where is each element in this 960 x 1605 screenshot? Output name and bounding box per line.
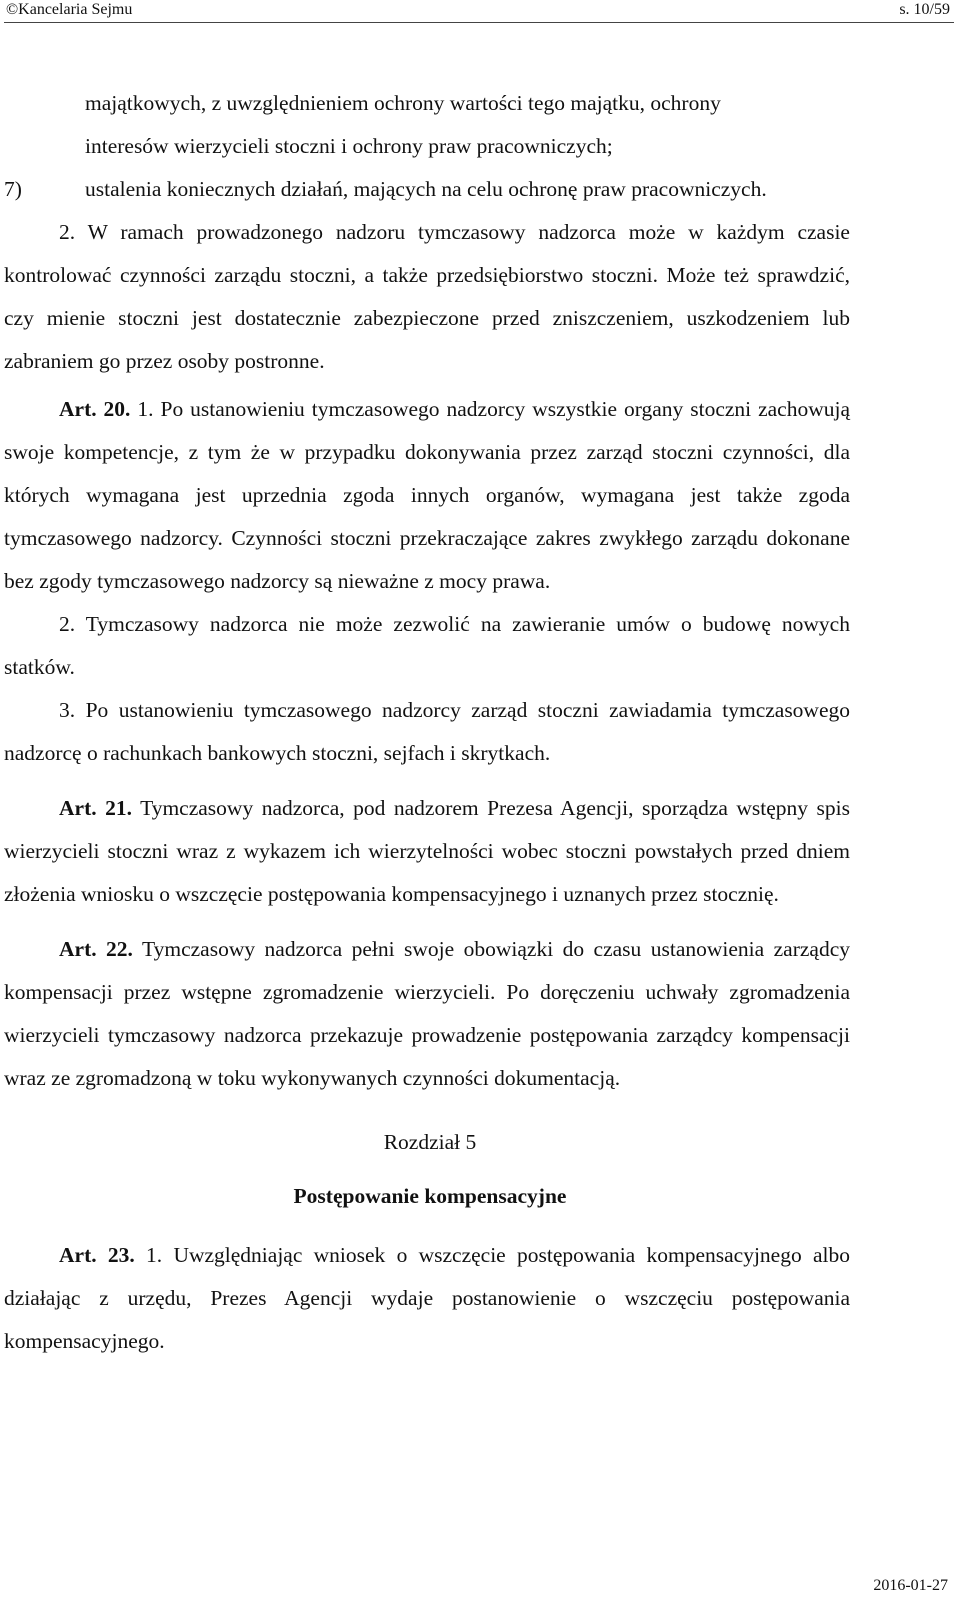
paragraph-text [4,1234,850,1363]
paragraph-text [4,603,850,689]
list-item-number: 7) [4,177,22,201]
list-item-continuation [0,82,960,168]
document-body [0,82,960,1363]
paragraph-art19-2 [0,211,960,383]
paragraph-number: 1. [146,1243,163,1267]
page-number: s. 10/59 [899,1,950,18]
paragraph-body: Uwzględniając wniosek o wszczęcie postępowania kompensacyjnego albo działając z urzędu, Prezes Agencji wydaje postanowienie o wszczęciu postępowania kompensacyjnego. [4,1243,851,1353]
paragraph-body: Tymczasowy nadzorca nie może zezwolić na zawieranie umów o budowę nowych statków. [4,612,850,679]
paragraph-number: 2. [59,612,76,636]
paragraph-text [4,388,850,603]
paragraph-text [4,928,850,1100]
paragraph-text [4,689,850,775]
list-item-text: ustalenia koniecznych działań, mających na celu ochronę praw pracowniczych. [85,177,767,201]
article-23 [0,1234,960,1363]
paragraph-body: Tymczasowy nadzorca pełni swoje obowiązki do czasu ustanowienia zarządcy kompensacji przez wstępne zgromadzenie wierzycieli. Po doręczeniu uchwały zgromadzenia wierzycieli tymczasowy nadzorca przekazuje prowadzenie postępowania zarządcy kompensacji wraz ze zgromadzoną w toku wykonywanych czynności dokumentacją. [4,937,850,1090]
page-header [4,0,954,23]
paragraph-text [4,787,850,916]
article-label: Art. 20. [59,397,131,421]
paragraph-body: Po ustanowieniu tymczasowego nadzorcy wszystkie organy stoczni zachowują swoje kompetencje, z tym że w przypadku dokonywania przez zarząd stoczni czynności, dla których wymagana jest uprzednia zgoda innych organów, wymagana jest także zgoda tymczasowego nadzorcy. Czynności stoczni przekraczające zakres zwykłego zarządu dokonane bez zgody tymczasowego nadzorcy są nieważne z mocy prawa. [4,397,851,593]
list-item-7 [0,168,960,211]
document-date: 2016-01-27 [873,1577,948,1594]
chapter-number: Rozdział 5 [383,1130,477,1154]
article-20 [0,388,960,775]
article-21 [0,787,960,916]
article-label: Art. 23. [59,1243,135,1267]
paragraph-number: 1. [137,397,154,421]
chapter-title: Postępowanie kompensacyjne [293,1184,567,1208]
paragraph-number: 3. [59,698,76,722]
article-label: Art. 21. [59,796,132,820]
continuation-line: interesów wierzycieli stoczni i ochrony praw pracowniczych; [85,134,613,158]
continuation-line: majątkowych, z uwzględnieniem ochrony wartości tego majątku, ochrony [85,91,721,115]
article-label: Art. 22. [59,937,133,961]
paragraph-text [4,211,850,383]
paragraph-body: Po ustanowieniu tymczasowego nadzorcy zarząd stoczni zawiadamia tymczasowego nadzorcę o rachunkach bankowych stoczni, sejfach i skrytkach. [4,698,851,765]
copyright-notice: ©Kancelaria Sejmu [6,1,133,18]
paragraph-body: W ramach prowadzonego nadzoru tymczasowy nadzorca może w każdym czasie kontrolować czynności zarządu stoczni, a także przedsiębiorstwo stoczni. Może też sprawdzić, czy mienie stoczni jest dostatecznie zabezpieczone przed zniszczeniem, uszkodzeniem lub zabraniem go przez osoby postronne. [4,220,850,373]
paragraph-number: 2. [59,220,76,244]
article-22 [0,928,960,1100]
paragraph-body: Tymczasowy nadzorca, pod nadzorem Prezesa Agencji, sporządza wstępny spis wierzycieli stoczni wraz z wykazem ich wierzytelności wobec stoczni powstałych przed dniem złożenia wniosku o wszczęcie postępowania kompensacyjnego i uznanych przez stocznię. [4,796,851,906]
